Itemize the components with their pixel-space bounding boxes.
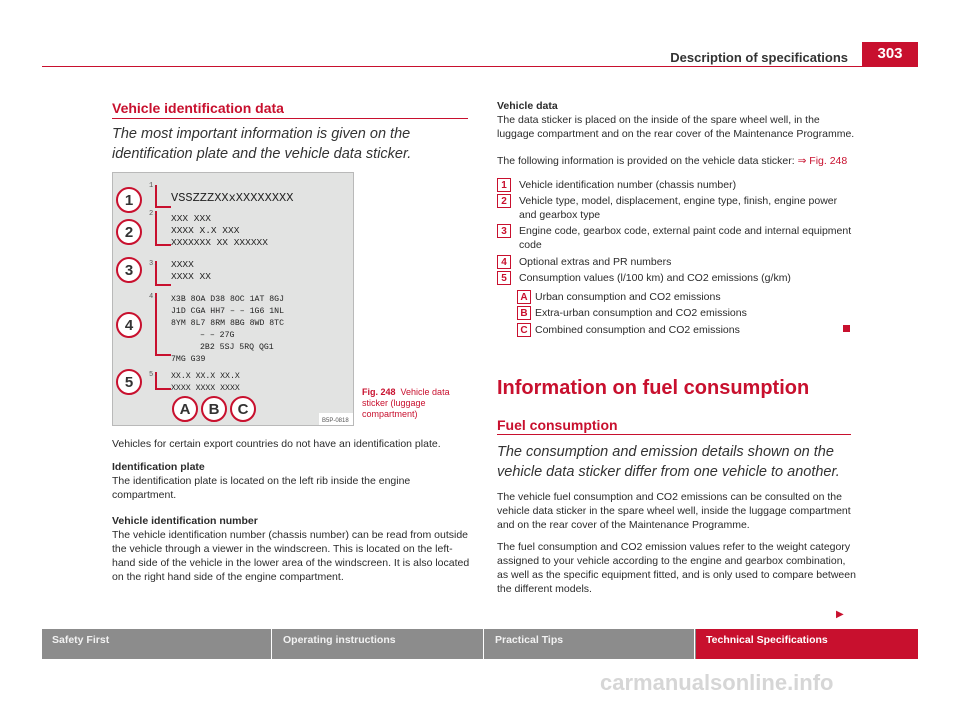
sticker-row: J1D CGA HH7 – – 1G6 1NL (171, 307, 285, 316)
vehicle-data-sticker-figure (112, 172, 354, 426)
sub-list-item (517, 323, 740, 337)
section-heading-vehicle-identification: Vehicle identification data (112, 100, 284, 116)
footer-tab-safety-first[interactable]: Safety First (42, 629, 272, 659)
sticker-row: XX.X XX.X XX.X (171, 372, 240, 381)
sub-list-item-text: Combined consumption and CO2 emissions (535, 324, 740, 336)
item-letter-badge: A (517, 290, 531, 304)
callout-2: 2 (124, 224, 134, 241)
header-rule (42, 66, 918, 67)
list-item-text: Vehicle type, model, displacement, engine type, finish, engine power and gearbox type (519, 195, 838, 221)
item-letter-badge: B (517, 306, 531, 320)
paragraph: Vehicles for certain export countries do not have an identification plate. (112, 438, 441, 450)
footer-nav (42, 629, 918, 659)
callout-4: 4 (124, 317, 134, 334)
sticker-line-number: 1. (149, 182, 158, 190)
paragraph: The identification plate is located on the left rib inside the engine compartment. (112, 475, 411, 501)
section-heading-fuel-consumption: Fuel consumption (497, 417, 618, 433)
list-item-text: Consumption values (l/100 km) and CO2 emissions (g/km) (519, 272, 791, 284)
section-end-marker (843, 325, 850, 332)
sticker-row: XXXX XXXX XXXX (171, 384, 240, 393)
figure-ref-code: B5P-0818 (322, 418, 349, 424)
sticker-line-number: 2. (149, 210, 158, 218)
vehicle-data-intro (497, 154, 859, 168)
paragraph: The data sticker is placed on the inside of the spare wheel well, in the luggage compartment and on the rear cover of the Maintenance Programme. (497, 114, 855, 140)
vin-section (112, 514, 470, 584)
paragraph: The vehicle fuel consumption and CO2 emissions can be consulted on the vehicle data sticker in the spare wheel well, inside the luggage compartment and on the rear cover of the Maintenance Programme. (497, 491, 851, 531)
item-number-badge: 5 (497, 271, 511, 285)
figure-reference-link[interactable]: ⇒ Fig. 248 (797, 155, 848, 167)
sticker-row: VSSZZZXXxXXXXXXXX (171, 191, 294, 205)
subheading: Vehicle identification number (112, 515, 258, 527)
running-header-title: Description of specifications (670, 50, 848, 65)
footer-tab-practical-tips[interactable]: Practical Tips (485, 629, 695, 659)
item-number-badge: 2 (497, 194, 511, 208)
footer-tab-technical-specifications[interactable]: Technical Specifications (696, 629, 918, 659)
figure-caption (362, 387, 462, 420)
sub-list-item-text: Urban consumption and CO2 emissions (535, 291, 721, 303)
item-number-badge: 3 (497, 224, 511, 238)
sticker-row: – – 27G (200, 331, 235, 340)
list-item-text: Optional extras and PR numbers (519, 256, 672, 268)
continue-arrow-icon: ▶ (836, 609, 844, 620)
subheading: Identification plate (112, 461, 205, 473)
sticker-line-number: 3. (149, 260, 158, 268)
sticker-row: XXXX (171, 259, 194, 270)
item-letter-badge: C (517, 323, 531, 337)
callout-3: 3 (124, 262, 134, 279)
identification-plate-section (112, 460, 470, 502)
sub-list-item-text: Extra-urban consumption and CO2 emissions (535, 307, 747, 319)
sticker-row: XXXX X.X XXX (171, 225, 240, 236)
list-item-text: Engine code, gearbox code, external paint code and internal equipment code (519, 225, 852, 251)
sticker-row: 7MG G39 (171, 355, 206, 364)
sticker-row: XXXXXXX XX XXXXXX (171, 237, 268, 248)
section-rule (112, 118, 468, 119)
sticker-illustration (113, 173, 353, 425)
sticker-line-number: 4. (149, 293, 158, 301)
sub-list-item (517, 306, 747, 320)
paragraph: The fuel consumption and CO2 emission values refer to the weight category assigned to your vehicle according to the engine and gearbox combination, as well as the specific equipment fitted, and is only used to compare between the different models. (497, 541, 856, 595)
sub-list-item (517, 290, 721, 304)
watermark: carmanualsonline.info (600, 670, 834, 695)
sticker-line-number: 5. (149, 371, 158, 379)
sticker-row: XXXX XX (171, 271, 211, 282)
footer-tab-operating-instructions[interactable]: Operating instructions (273, 629, 484, 659)
sticker-row: X3B 8OA D38 8OC 1AT 8GJ (171, 295, 285, 304)
subheading: Vehicle data (497, 100, 558, 112)
vehicle-data-section (497, 99, 855, 141)
sticker-row: XXX XXX (171, 213, 211, 224)
list-item-text: Vehicle identification number (chassis number) (519, 179, 737, 191)
callout-c: C (237, 401, 249, 418)
chapter-heading: Information on fuel consumption (497, 377, 810, 399)
callout-1: 1 (124, 192, 134, 209)
callout-b: B (208, 401, 220, 418)
figure-caption-label: Fig. 248 (362, 387, 396, 397)
sticker-row: 8YM 8L7 8RM 8BG 8WD 8TC (171, 319, 285, 328)
sticker-row: 2B2 5SJ 5RQ QG1 (200, 343, 274, 352)
paragraph: The following information is provided on the vehicle data sticker: (497, 155, 795, 167)
page-number: 303 (862, 42, 918, 66)
callout-a: A (179, 401, 191, 418)
callout-5: 5 (124, 374, 134, 391)
paragraph: The vehicle identification number (chassis number) can be read from outside the vehicle through a viewer in the windscreen. This is located on the left-hand side of the vehicle in the lower area of the windscreen. It is also located on the right hand side of the engine compartment. (112, 529, 470, 583)
section-rule (497, 434, 851, 435)
lead-text: The most important information is given on the identification plate and the vehicle data sticker. (112, 126, 412, 162)
figure-caption-text: Vehicle data sticker (luggage compartment) (362, 387, 450, 419)
lead-text: The consumption and emission details shown on the vehicle data sticker differ from one vehicle to another. (497, 444, 840, 480)
item-number-badge: 1 (497, 178, 511, 192)
item-number-badge: 4 (497, 255, 511, 269)
